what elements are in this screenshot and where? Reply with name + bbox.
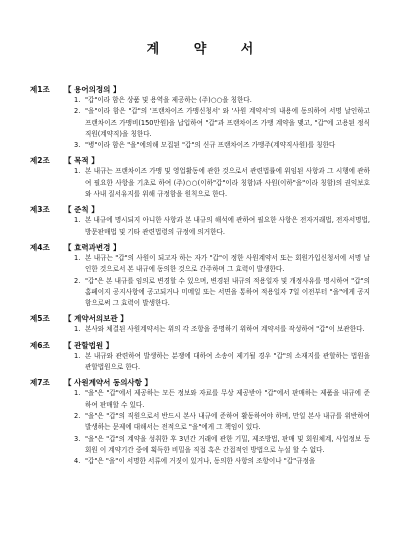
clause-item (74, 215, 370, 238)
clause-number: 1. (74, 96, 81, 104)
clause-text: 본 내규와 관련하여 발생하는 분쟁에 대하여 소송이 제기될 경우 "갑"의 소재지를 관할하는 법원을 관할법원으로 한다. (85, 351, 370, 372)
article-section (30, 84, 370, 151)
clause-text: "을"은 "갑"에서 제공하는 모든 정보와 자료를 무상 제공받아 "갑"에서 판매하는 제품을 내규에 준하여 판매할 수 있다. (85, 389, 370, 409)
clause-number: 1. (74, 325, 81, 334)
article-section (30, 155, 370, 200)
clause-text: "갑"은 본 내규를 임의로 변경할 수 있으며, 변경된 내규의 적용일자 및 개정사유를 명시하여 "갑"의 홈페이지 공지사항에 공고되거나 미메일 또는 서면을 통하여 적용일자 7일 이전부터 "을"에게 공지함으로써 그 효력이 발생한다. (85, 276, 370, 308)
clause-item (74, 95, 370, 106)
clause-text: "갑"은 "을"이 서명한 서류에 거짓이 있거나, 동의한 사항의 조항이나 "갑"규정을 (85, 457, 316, 466)
article-heading (30, 204, 370, 215)
clause-text: 본사와 체결된 사원계약서는 위의 각 조항을 증명하기 위하여 계약서를 작성하여 "갑"이 보관한다. (85, 325, 365, 334)
clause-number: 1. (74, 216, 81, 225)
clause-number: 4. (74, 457, 81, 466)
clause-item (74, 276, 370, 310)
clause-item (74, 166, 370, 200)
article-number: 제2조 (30, 156, 50, 166)
article-number: 제1조 (30, 85, 50, 94)
clause-number: 1. (74, 253, 81, 262)
clause-text: "을"은 "갑"의 직원으로서 반드시 본사 내규에 준하여 활동하여야 하며, 만일 본사 내규를 위반하여 발생하는 문제에 대해서는 전적으로 "을"에게 그 책임이 있다. (85, 411, 370, 432)
clause-number: 1. (74, 167, 81, 176)
article-section (30, 242, 370, 309)
clause-item (74, 324, 370, 335)
clause-item (74, 388, 370, 411)
article-title: 【 계약서의보관 】 (64, 314, 128, 324)
clause-list (30, 215, 370, 238)
article-heading (30, 313, 370, 324)
clause-list (30, 95, 370, 151)
article-heading (30, 340, 370, 351)
article-heading (30, 155, 370, 166)
clause-number: 3. (74, 434, 81, 443)
article-heading (30, 377, 370, 388)
clause-item (74, 411, 370, 434)
article-title: 【 목적 】 (64, 156, 99, 166)
clause-number: 2. (74, 276, 81, 285)
article-section (30, 340, 370, 374)
article-heading (30, 84, 370, 95)
article-section (30, 313, 370, 335)
clause-text: "을"은 "갑"의 계약을 성취한 후 3년간 거래에 관한 기밀, 제조방법, 판매 및 회원체계, 사업정보 등 회원 이 계약기간 중에 획득한 비밀을 직접 혹은 간접적인 방법으로 누설 할 수 없다. (85, 434, 370, 454)
clause-number: 1. (74, 389, 81, 398)
article-number: 제7조 (30, 378, 50, 388)
clause-text: 본 내규는 프랜차이즈 가맹 및 영업활동에 관한 것으로서 관련법률에 위임된 사항과 그 시행에 관하여 필요한 사항을 기초로 하여 (주)○○(이하"갑"이라 칭함)과 사원(이하"을"이라 칭함)의 권익보호와 사내 질서유지를 위해 규정함을 원칙으로 한다. (85, 167, 370, 199)
clause-list (30, 253, 370, 309)
clause-text: 본 내규에 명시되지 아니한 사항과 본 내규의 해석에 관하여 필요한 사항은 전자거래법, 전자서명법, 방문판매법 및 기타 관련법령의 규정에 의거한다. (85, 216, 370, 236)
article-title: 【 용어의정의 】 (64, 85, 121, 94)
clause-text: "병"이라 함은 "을"에의해 모집된 "갑"의 신규 프랜차이즈 가맹주(계약직사원)를 칭한다 (85, 141, 336, 150)
article-number: 제5조 (30, 314, 50, 324)
clause-item (74, 351, 370, 374)
clause-text: 본 내규는 "갑"의 사원이 되고자 하는 자가 "갑"이 정한 사원계약서 또는 회원가입신청서에 서명 날인한 것으로서 본 내규에 동의한 것으로 간주하며 그 효력이 발생한다. (85, 253, 370, 274)
article-number: 제4조 (30, 242, 50, 252)
document-title: 계 약 서 (146, 42, 269, 57)
article-section (30, 377, 370, 467)
article-title: 【 준칙 】 (64, 205, 99, 215)
clause-item (74, 253, 370, 276)
clause-number: 3. (74, 141, 81, 150)
clause-item (74, 434, 370, 457)
article-title: 【 사원계약서 동의사항 】 (64, 378, 153, 388)
clause-list (30, 324, 370, 335)
clause-item (74, 456, 370, 467)
clause-text: "을"이라 함은 "갑"의 '프랜차이즈 가맹신청서' 와 '사원 계약서'의 내용에 동의하여 서명 날인하고 프랜차이즈 가맹비(150만원)을 납입하여 "갑"과 프랜차이즈 가맹 계약을 맺고, "갑"에 고용된 정식직원(계약직)을 칭한다. (85, 107, 370, 138)
clause-list (30, 351, 370, 374)
article-number: 제3조 (30, 205, 50, 215)
article-title: 【 효력과변경 】 (64, 242, 121, 252)
article-heading (30, 242, 370, 253)
article-title: 【 관할법원 】 (64, 340, 114, 350)
clause-number: 2. (74, 411, 81, 420)
clause-number: 1. (74, 351, 81, 360)
clause-item (74, 106, 370, 140)
clause-list (30, 166, 370, 200)
clause-text: "갑"이라 함은 상품 및 용역을 제공하는 (주)○○을 칭한다. (85, 96, 252, 104)
article-number: 제6조 (30, 340, 50, 350)
articles-container (30, 84, 370, 467)
clause-item (74, 140, 370, 151)
clause-list (30, 388, 370, 467)
article-section (30, 204, 370, 238)
clause-number: 2. (74, 107, 81, 116)
